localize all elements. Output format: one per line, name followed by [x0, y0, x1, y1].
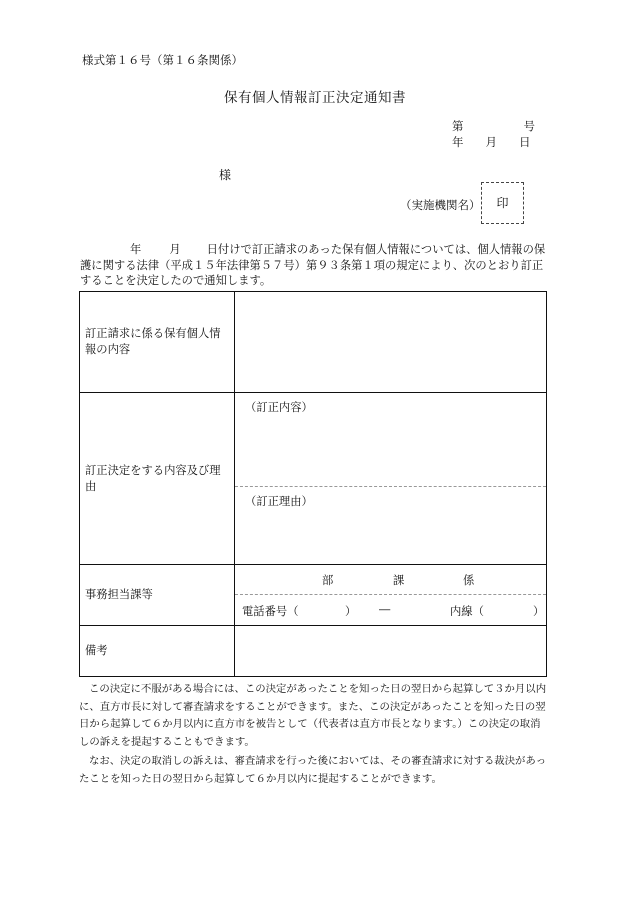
row3-value	[235, 565, 547, 626]
decision-table	[79, 291, 547, 677]
form-number: 様式第１６号（第１６条関係）	[82, 53, 243, 67]
phone-close: ）	[345, 605, 357, 618]
table-row	[80, 393, 547, 565]
intro-paragraph	[80, 242, 548, 289]
intro-text: 日付けで訂正請求のあった保有個人情報については、個人情報の保護に関する法律（平成１５年法律第５７号）第９３条第１項の規定により、次のとおり訂正することを決定したので通知します。	[80, 243, 546, 287]
row1-value	[235, 292, 547, 393]
correction-reason-label: （訂正理由）	[245, 495, 313, 508]
phone-label: 電話番号（	[242, 605, 299, 618]
extension-label: 内線（	[450, 605, 484, 618]
row3-label: 事務担当課等	[80, 565, 235, 626]
dept-bu: 部	[322, 574, 334, 587]
notes-paragraph-1: この決定に不服がある場合には、この決定があったことを知った日の翌日から起算して３か月以内に、直方市長に対して審査請求をすることができます。また、この決定があったことを知った日の翌日から起算して６か月以内に直方市を被告として（代表者は直方市長となります。）この決定の取消しの訴えを提起することもできます。	[79, 683, 547, 748]
row2-value	[235, 393, 547, 565]
number-prefix: 第	[452, 119, 464, 133]
date-day: 日	[519, 135, 531, 149]
dept-kakari: 係	[463, 574, 475, 587]
table-row	[80, 565, 547, 626]
row1-label: 訂正請求に係る保有個人情報の内容	[80, 292, 235, 393]
table-row	[80, 292, 547, 393]
addressee-suffix: 様	[219, 168, 232, 182]
seal-box	[481, 182, 524, 224]
correction-reason-area	[235, 487, 546, 563]
correction-content-area	[235, 393, 546, 487]
correction-content-label: （訂正内容）	[245, 401, 313, 414]
phone-dash: ―	[379, 603, 391, 616]
intro-month: 月	[169, 243, 181, 256]
extension-close: ）	[533, 605, 545, 618]
date-line	[452, 134, 531, 150]
notes-paragraph-2: なお、決定の取消しの訴えは、審査請求を行った後においては、その審査請求に対する裁決があったことを知った日の翌日から起算して６か月以内に提起することができます。	[79, 755, 547, 785]
department-line	[235, 565, 546, 595]
seal-text: 印	[496, 196, 509, 210]
intro-year: 年	[130, 243, 142, 256]
row2-label: 訂正決定をする内容及び理由	[80, 393, 235, 565]
document-title: 保有個人情報訂正決定通知書	[224, 90, 406, 106]
notes-section	[79, 681, 547, 788]
dept-ka: 課	[393, 574, 405, 587]
number-suffix: 号	[523, 119, 535, 133]
date-month: 月	[485, 135, 497, 149]
row4-label: 備考	[80, 626, 235, 677]
row4-value	[235, 626, 547, 677]
date-year: 年	[452, 135, 464, 149]
table-row	[80, 626, 547, 677]
agency-label: （実施機関名）	[400, 198, 481, 212]
document-number-line	[452, 118, 535, 134]
phone-line	[235, 595, 546, 625]
